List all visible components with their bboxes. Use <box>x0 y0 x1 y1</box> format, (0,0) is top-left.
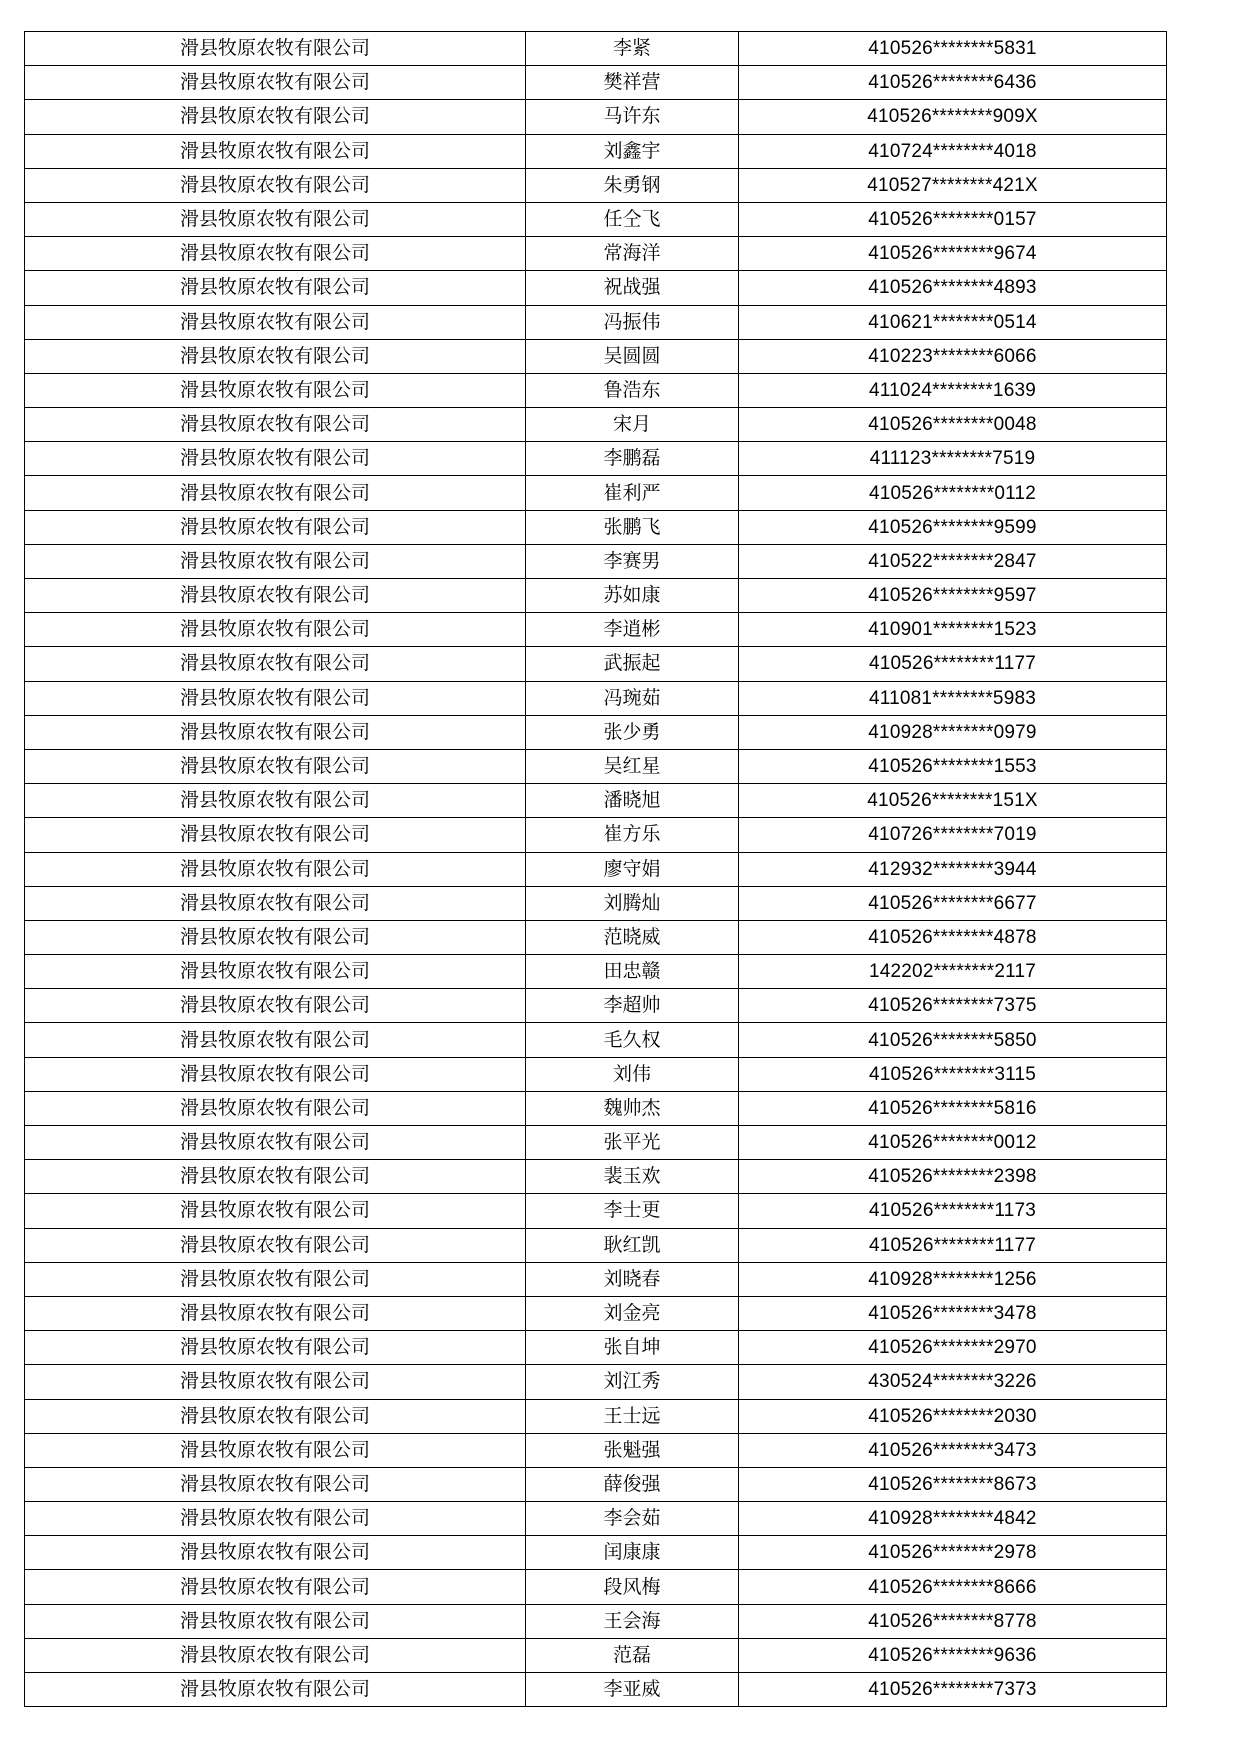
table-row <box>25 442 1167 476</box>
company-cell: 滑县牧原农牧有限公司 <box>25 100 526 134</box>
table-row <box>25 66 1167 100</box>
id-number-cell: 410526********6677 <box>739 886 1167 920</box>
table-row <box>25 271 1167 305</box>
id-number-cell: 410526********4893 <box>739 271 1167 305</box>
table-row <box>25 989 1167 1023</box>
id-number-cell: 412932********3944 <box>739 852 1167 886</box>
name-cell: 常海洋 <box>526 237 739 271</box>
name-cell: 刘伟 <box>526 1057 739 1091</box>
id-number-cell: 410526********5816 <box>739 1091 1167 1125</box>
table-row <box>25 749 1167 783</box>
name-cell: 刘腾灿 <box>526 886 739 920</box>
company-cell: 滑县牧原农牧有限公司 <box>25 1023 526 1057</box>
id-number-cell: 410526********0012 <box>739 1126 1167 1160</box>
table-row <box>25 1160 1167 1194</box>
company-cell: 滑县牧原农牧有限公司 <box>25 1057 526 1091</box>
id-number-cell: 410526********2970 <box>739 1331 1167 1365</box>
company-cell: 滑县牧原农牧有限公司 <box>25 271 526 305</box>
company-cell: 滑县牧原农牧有限公司 <box>25 920 526 954</box>
id-number-cell: 410526********2030 <box>739 1399 1167 1433</box>
name-cell: 魏帅杰 <box>526 1091 739 1125</box>
company-cell: 滑县牧原农牧有限公司 <box>25 442 526 476</box>
company-cell: 滑县牧原农牧有限公司 <box>25 544 526 578</box>
name-cell: 范晓威 <box>526 920 739 954</box>
company-cell: 滑县牧原农牧有限公司 <box>25 613 526 647</box>
id-number-cell: 410526********9636 <box>739 1638 1167 1672</box>
name-cell: 崔方乐 <box>526 818 739 852</box>
name-cell: 冯振伟 <box>526 305 739 339</box>
company-cell: 滑县牧原农牧有限公司 <box>25 1433 526 1467</box>
name-cell: 张少勇 <box>526 715 739 749</box>
company-cell: 滑县牧原农牧有限公司 <box>25 1570 526 1604</box>
table-row <box>25 1467 1167 1501</box>
company-cell: 滑县牧原农牧有限公司 <box>25 1091 526 1125</box>
name-cell: 崔利严 <box>526 476 739 510</box>
id-number-cell: 410526********2398 <box>739 1160 1167 1194</box>
table-row <box>25 1536 1167 1570</box>
table-row <box>25 1228 1167 1262</box>
table-row <box>25 305 1167 339</box>
company-cell: 滑县牧原农牧有限公司 <box>25 1673 526 1707</box>
id-number-cell: 430524********3226 <box>739 1365 1167 1399</box>
table-row <box>25 1194 1167 1228</box>
company-cell: 滑县牧原农牧有限公司 <box>25 1296 526 1330</box>
company-cell: 滑县牧原农牧有限公司 <box>25 579 526 613</box>
name-cell: 朱勇钢 <box>526 168 739 202</box>
name-cell: 吴红星 <box>526 749 739 783</box>
company-cell: 滑县牧原农牧有限公司 <box>25 1262 526 1296</box>
name-cell: 刘金亮 <box>526 1296 739 1330</box>
company-cell: 滑县牧原农牧有限公司 <box>25 408 526 442</box>
name-cell: 樊祥营 <box>526 66 739 100</box>
company-cell: 滑县牧原农牧有限公司 <box>25 32 526 66</box>
id-number-cell: 410526********3478 <box>739 1296 1167 1330</box>
id-number-cell: 410526********0157 <box>739 202 1167 236</box>
id-number-cell: 410526********8778 <box>739 1604 1167 1638</box>
table-row <box>25 544 1167 578</box>
name-cell: 李士更 <box>526 1194 739 1228</box>
table-row <box>25 1262 1167 1296</box>
name-cell: 李逍彬 <box>526 613 739 647</box>
name-cell: 鲁浩东 <box>526 373 739 407</box>
name-cell: 段风梅 <box>526 1570 739 1604</box>
id-number-cell: 410526********909X <box>739 100 1167 134</box>
id-number-cell: 410726********7019 <box>739 818 1167 852</box>
id-number-cell: 410526********1177 <box>739 647 1167 681</box>
company-cell: 滑县牧原农牧有限公司 <box>25 1126 526 1160</box>
table-row <box>25 1638 1167 1672</box>
table-row <box>25 579 1167 613</box>
name-cell: 宋月 <box>526 408 739 442</box>
table-row <box>25 373 1167 407</box>
table-row <box>25 647 1167 681</box>
name-cell: 冯琬茹 <box>526 681 739 715</box>
name-cell: 毛久权 <box>526 1023 739 1057</box>
name-cell: 张魁强 <box>526 1433 739 1467</box>
company-cell: 滑县牧原农牧有限公司 <box>25 476 526 510</box>
table-row <box>25 886 1167 920</box>
name-cell: 李亚威 <box>526 1673 739 1707</box>
company-cell: 滑县牧原农牧有限公司 <box>25 818 526 852</box>
company-cell: 滑县牧原农牧有限公司 <box>25 749 526 783</box>
table-row <box>25 32 1167 66</box>
id-number-cell: 410526********0112 <box>739 476 1167 510</box>
company-cell: 滑县牧原农牧有限公司 <box>25 168 526 202</box>
company-cell: 滑县牧原农牧有限公司 <box>25 1160 526 1194</box>
id-number-cell: 410526********6436 <box>739 66 1167 100</box>
name-cell: 潘晓旭 <box>526 784 739 818</box>
company-cell: 滑县牧原农牧有限公司 <box>25 202 526 236</box>
table-row <box>25 955 1167 989</box>
id-number-cell: 410526********4878 <box>739 920 1167 954</box>
company-cell: 滑县牧原农牧有限公司 <box>25 681 526 715</box>
name-cell: 闰康康 <box>526 1536 739 1570</box>
table-row <box>25 715 1167 749</box>
company-cell: 滑县牧原农牧有限公司 <box>25 1502 526 1536</box>
table-row <box>25 681 1167 715</box>
company-cell: 滑县牧原农牧有限公司 <box>25 1467 526 1501</box>
id-number-cell: 410526********9597 <box>739 579 1167 613</box>
personnel-table <box>24 31 1167 1707</box>
id-number-cell: 410526********0048 <box>739 408 1167 442</box>
table-row <box>25 339 1167 373</box>
table-row <box>25 1433 1167 1467</box>
id-number-cell: 410526********2978 <box>739 1536 1167 1570</box>
name-cell: 祝战强 <box>526 271 739 305</box>
id-number-cell: 410526********9599 <box>739 510 1167 544</box>
name-cell: 刘鑫宇 <box>526 134 739 168</box>
name-cell: 武振起 <box>526 647 739 681</box>
company-cell: 滑县牧原农牧有限公司 <box>25 373 526 407</box>
table-row <box>25 1365 1167 1399</box>
name-cell: 裴玉欢 <box>526 1160 739 1194</box>
name-cell: 李赛男 <box>526 544 739 578</box>
company-cell: 滑县牧原农牧有限公司 <box>25 1536 526 1570</box>
table-row <box>25 408 1167 442</box>
table-row <box>25 784 1167 818</box>
company-cell: 滑县牧原农牧有限公司 <box>25 647 526 681</box>
id-number-cell: 411081********5983 <box>739 681 1167 715</box>
table-row <box>25 1673 1167 1707</box>
id-number-cell: 410223********6066 <box>739 339 1167 373</box>
table-row <box>25 1604 1167 1638</box>
table-row <box>25 1023 1167 1057</box>
id-number-cell: 410526********151X <box>739 784 1167 818</box>
company-cell: 滑县牧原农牧有限公司 <box>25 510 526 544</box>
table-row <box>25 476 1167 510</box>
name-cell: 廖守娟 <box>526 852 739 886</box>
id-number-cell: 410527********421X <box>739 168 1167 202</box>
id-number-cell: 410724********4018 <box>739 134 1167 168</box>
id-number-cell: 410928********4842 <box>739 1502 1167 1536</box>
table-row <box>25 100 1167 134</box>
table-row <box>25 1057 1167 1091</box>
company-cell: 滑县牧原农牧有限公司 <box>25 1399 526 1433</box>
name-cell: 张平光 <box>526 1126 739 1160</box>
id-number-cell: 410928********0979 <box>739 715 1167 749</box>
name-cell: 李会茹 <box>526 1502 739 1536</box>
id-number-cell: 410526********8666 <box>739 1570 1167 1604</box>
company-cell: 滑县牧原农牧有限公司 <box>25 237 526 271</box>
id-number-cell: 410526********8673 <box>739 1467 1167 1501</box>
company-cell: 滑县牧原农牧有限公司 <box>25 1228 526 1262</box>
name-cell: 张自坤 <box>526 1331 739 1365</box>
company-cell: 滑县牧原农牧有限公司 <box>25 66 526 100</box>
name-cell: 王会海 <box>526 1604 739 1638</box>
id-number-cell: 410526********1553 <box>739 749 1167 783</box>
name-cell: 李紧 <box>526 32 739 66</box>
id-number-cell: 410526********1173 <box>739 1194 1167 1228</box>
name-cell: 苏如康 <box>526 579 739 613</box>
id-number-cell: 410522********2847 <box>739 544 1167 578</box>
name-cell: 张鹏飞 <box>526 510 739 544</box>
name-cell: 刘江秀 <box>526 1365 739 1399</box>
name-cell: 吴圆圆 <box>526 339 739 373</box>
table-row <box>25 1502 1167 1536</box>
id-number-cell: 410526********7375 <box>739 989 1167 1023</box>
company-cell: 滑县牧原农牧有限公司 <box>25 1194 526 1228</box>
id-number-cell: 410526********9674 <box>739 237 1167 271</box>
table-row <box>25 1570 1167 1604</box>
id-number-cell: 410526********7373 <box>739 1673 1167 1707</box>
table-row <box>25 1399 1167 1433</box>
name-cell: 田忠赣 <box>526 955 739 989</box>
name-cell: 耿红凯 <box>526 1228 739 1262</box>
name-cell: 李超帅 <box>526 989 739 1023</box>
company-cell: 滑县牧原农牧有限公司 <box>25 886 526 920</box>
table-row <box>25 1296 1167 1330</box>
id-number-cell: 410526********5831 <box>739 32 1167 66</box>
company-cell: 滑县牧原农牧有限公司 <box>25 305 526 339</box>
company-cell: 滑县牧原农牧有限公司 <box>25 784 526 818</box>
table-row <box>25 510 1167 544</box>
table-row <box>25 1126 1167 1160</box>
id-number-cell: 411123********7519 <box>739 442 1167 476</box>
table-row <box>25 237 1167 271</box>
table-row <box>25 818 1167 852</box>
table-row <box>25 613 1167 647</box>
id-number-cell: 142202********2117 <box>739 955 1167 989</box>
company-cell: 滑县牧原农牧有限公司 <box>25 989 526 1023</box>
name-cell: 任仝飞 <box>526 202 739 236</box>
id-number-cell: 411024********1639 <box>739 373 1167 407</box>
name-cell: 王士远 <box>526 1399 739 1433</box>
company-cell: 滑县牧原农牧有限公司 <box>25 1331 526 1365</box>
company-cell: 滑县牧原农牧有限公司 <box>25 1604 526 1638</box>
id-number-cell: 410526********3115 <box>739 1057 1167 1091</box>
company-cell: 滑县牧原农牧有限公司 <box>25 1638 526 1672</box>
company-cell: 滑县牧原农牧有限公司 <box>25 715 526 749</box>
table-row <box>25 202 1167 236</box>
id-number-cell: 410526********1177 <box>739 1228 1167 1262</box>
name-cell: 薛俊强 <box>526 1467 739 1501</box>
table-row <box>25 1091 1167 1125</box>
table-row <box>25 920 1167 954</box>
id-number-cell: 410621********0514 <box>739 305 1167 339</box>
company-cell: 滑县牧原农牧有限公司 <box>25 1365 526 1399</box>
name-cell: 刘晓春 <box>526 1262 739 1296</box>
id-number-cell: 410901********1523 <box>739 613 1167 647</box>
personnel-table-body <box>25 32 1167 1707</box>
name-cell: 马许东 <box>526 100 739 134</box>
company-cell: 滑县牧原农牧有限公司 <box>25 339 526 373</box>
name-cell: 李鹏磊 <box>526 442 739 476</box>
table-row <box>25 168 1167 202</box>
id-number-cell: 410526********5850 <box>739 1023 1167 1057</box>
table-row <box>25 1331 1167 1365</box>
id-number-cell: 410526********3473 <box>739 1433 1167 1467</box>
company-cell: 滑县牧原农牧有限公司 <box>25 134 526 168</box>
table-row <box>25 852 1167 886</box>
name-cell: 范磊 <box>526 1638 739 1672</box>
table-row <box>25 134 1167 168</box>
company-cell: 滑县牧原农牧有限公司 <box>25 955 526 989</box>
id-number-cell: 410928********1256 <box>739 1262 1167 1296</box>
company-cell: 滑县牧原农牧有限公司 <box>25 852 526 886</box>
